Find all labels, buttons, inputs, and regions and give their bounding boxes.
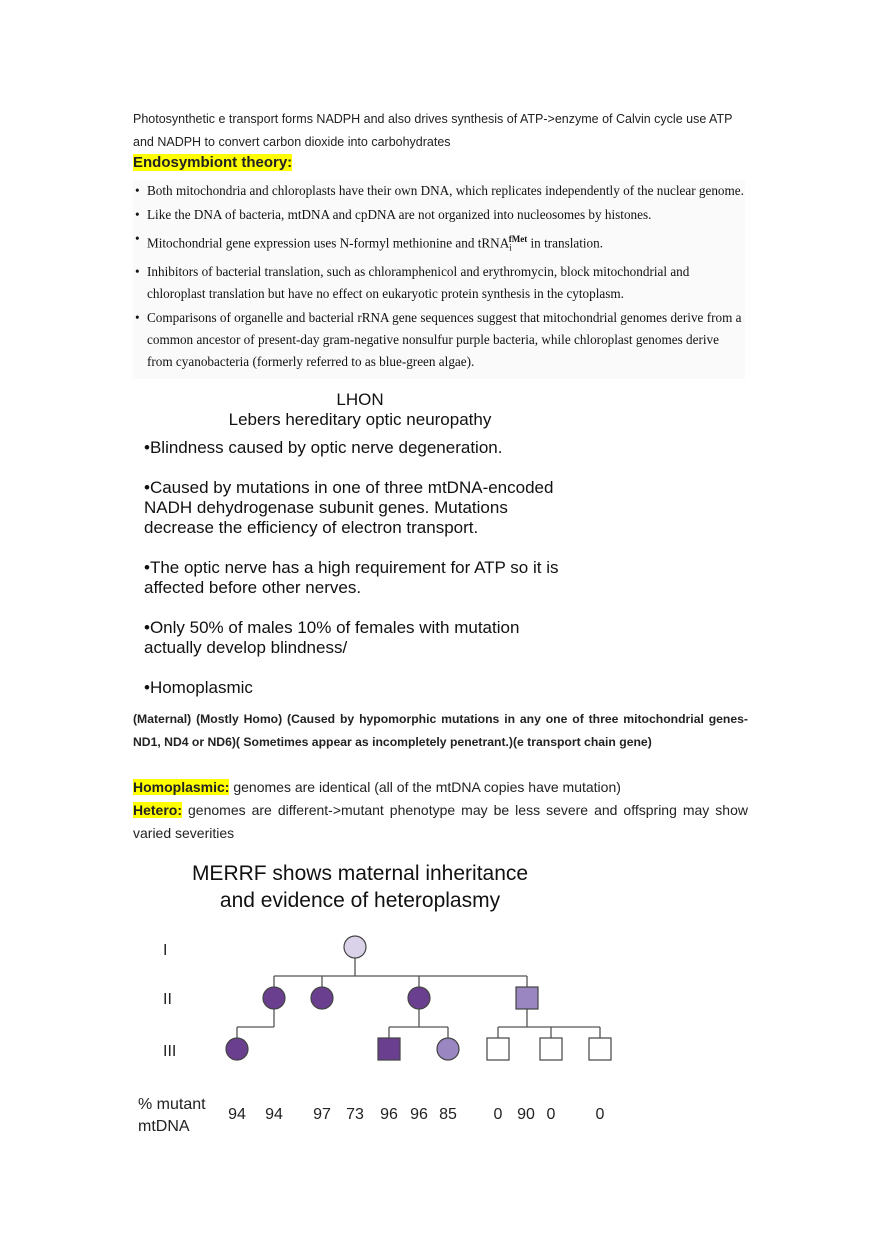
endosymbiont-heading: Endosymbiont theory:: [133, 154, 293, 171]
percent-mutant-value: 94: [265, 1106, 283, 1123]
lhon-point: •Only 50% of males 10% of females with mutation actually develop blindness/: [144, 618, 520, 657]
endo-bullet: • Both mitochondria and chloroplasts have their own DNA, which replicates independently of the nuclear genome.: [147, 180, 745, 202]
female-individual: [226, 1038, 248, 1060]
merrf-title: MERRF shows maternal inheritance and evidence of heteroplasmy: [191, 862, 529, 912]
percent-mutant-value: 0: [493, 1106, 503, 1123]
endo-bullet: • Like the DNA of bacteria, mtDNA and cpDNA are not organized into nucleosomes by histones.: [147, 204, 745, 226]
female-individual: [344, 936, 366, 958]
male-individual: [516, 987, 538, 1009]
percent-mutant-value: 97: [313, 1106, 331, 1123]
intro-paragraph: Photosynthetic e transport forms NADPH and also drives synthesis of ATP->enzyme of Calvin cycle use ATP and NADPH to convert carbon dioxide into carbohydrates: [133, 112, 733, 149]
hetero-text: genomes are different->mutant phenotype may be less severe and offspring may show varied severities: [133, 802, 748, 841]
percent-mutant-value: 94: [228, 1106, 246, 1123]
generation-label: II: [163, 991, 172, 1008]
lhon-title: LHON: [336, 390, 384, 409]
male-individual: [589, 1038, 611, 1060]
female-individual: [408, 987, 430, 1009]
female-individual: [263, 987, 285, 1009]
percent-mutant-value: 90: [517, 1106, 535, 1123]
percent-mutant-value: 96: [380, 1106, 398, 1123]
percent-mutant-value: 0: [546, 1106, 556, 1123]
male-individual: [540, 1038, 562, 1060]
endo-bullet: • Comparisons of organelle and bacterial rRNA gene sequences suggest that mitochondrial genomes derive from a common ancestor of present-day gram-negative nonsulfur purple bacteria, while chloroplast genomes derive from cyanobacteria (formerly referred to as blue-green algae).: [147, 307, 745, 373]
percent-mutant-value: 0: [595, 1106, 605, 1123]
female-individual: [311, 987, 333, 1009]
lhon-point: •Caused by mutations in one of three mtDNA-encoded NADH dehydrogenase subunit genes. Mutations decrease the efficiency of electron transport.: [144, 478, 554, 537]
generation-label: I: [163, 942, 168, 959]
endo-bullet: • Mitochondrial gene expression uses N-formyl methionine and tRNA$_i^{fMet}$ in translation.: [147, 228, 745, 259]
homoplasmic-text: genomes are identical (all of the mtDNA copies have mutation): [229, 779, 621, 795]
homoplasmic-label: Homoplasmic:: [133, 779, 230, 795]
maternal-note: (Maternal) (Mostly Homo) (Caused by hypomorphic mutations in any one of three mitochondrial genes-ND1, ND4 or ND6)( Sometimes appear as incompletely penetrant.)(e transport chain gene): [133, 712, 748, 749]
lhon-subtitle: Lebers hereditary optic neuropathy: [228, 410, 492, 429]
percent-mutant-value: 96: [410, 1106, 428, 1123]
lhon-point: •Homoplasmic: [144, 678, 253, 697]
lhon-point: •Blindness caused by optic nerve degeneration.: [144, 438, 503, 457]
percent-mutant-value: 85: [439, 1106, 457, 1123]
lhon-point: •The optic nerve has a high requirement for ATP so it is affected before other nerves.: [144, 558, 559, 597]
male-individual: [378, 1038, 400, 1060]
percent-mutant-value: 73: [346, 1106, 364, 1123]
endo-bullet: • Inhibitors of bacterial translation, such as chloramphenicol and erythromycin, block mitochondrial and chloroplast translation but have no effect on eukaryotic protein synthesis in the cytoplasm.: [147, 261, 745, 305]
generation-label: III: [163, 1043, 177, 1060]
female-individual: [437, 1038, 459, 1060]
male-individual: [487, 1038, 509, 1060]
hetero-label: Hetero:: [133, 802, 183, 818]
mutant-label: mtDNA: [138, 1118, 190, 1135]
mutant-label: % mutant: [138, 1096, 206, 1113]
